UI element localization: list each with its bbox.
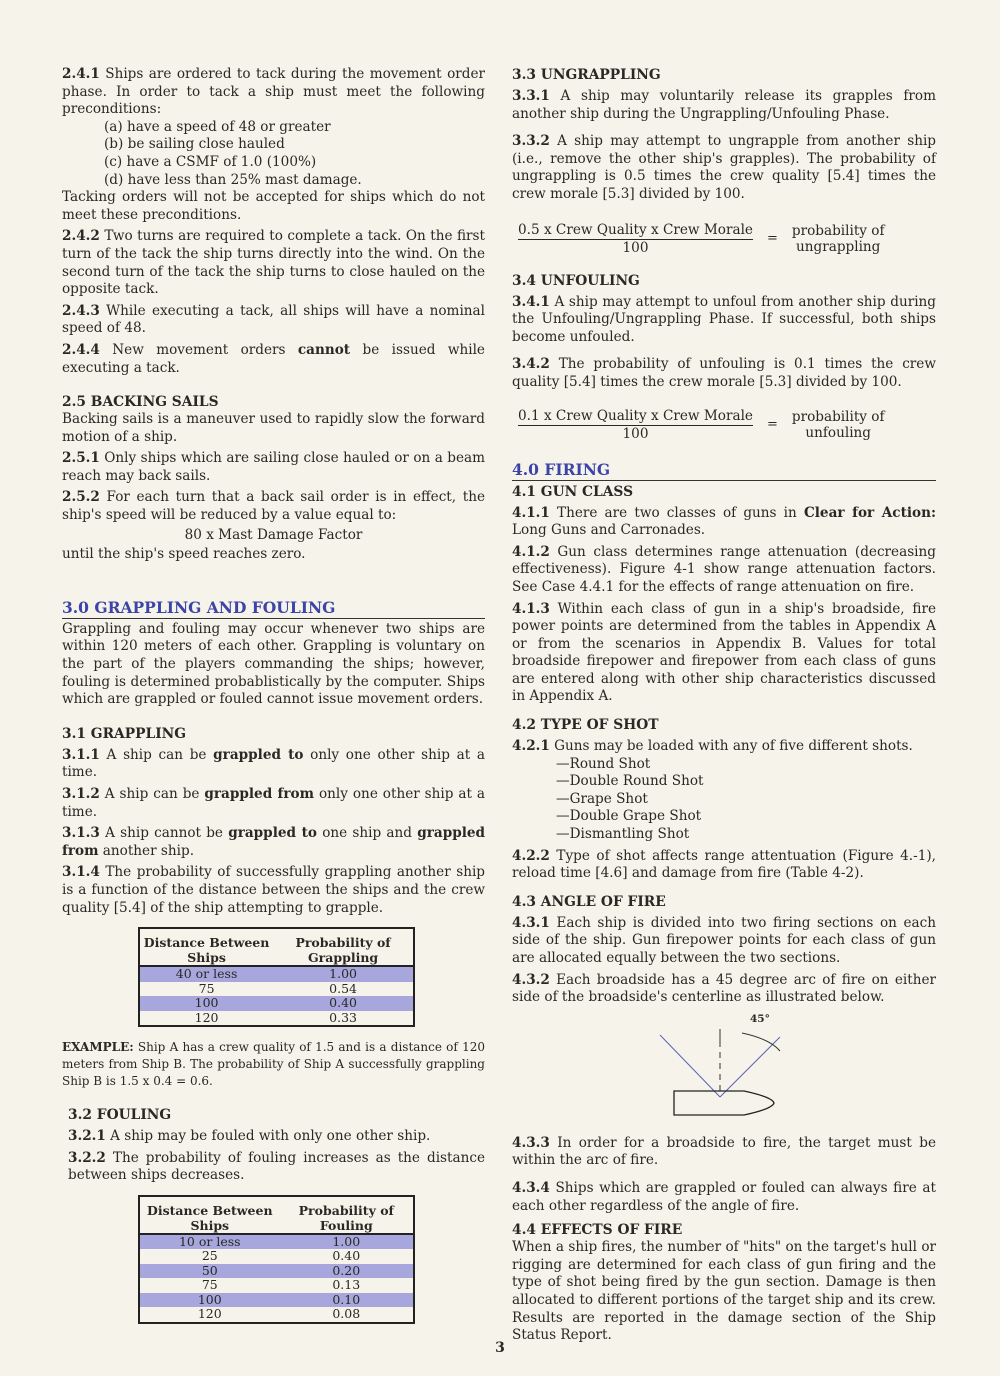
- table-row: [139, 1249, 414, 1264]
- paragraph-4-4: When a ship fires, the number of "hits" on the target's hull or rigging are determined for each class of gun firing and the type of shot being fired by the gun section. Damage is then allocated to different portions of the target ship and its crew. Results are reported in the damage section of the Ship Status Report.: [512, 1239, 936, 1344]
- back-sail-formula: 80 x Mast Damage Factor: [184, 526, 363, 543]
- table-row: [139, 1278, 414, 1293]
- table-header: Distance Between Ships: [139, 928, 273, 966]
- formula-numerator: 0.5 x Crew Quality x Crew Morale: [518, 221, 753, 238]
- table-row: [139, 1011, 414, 1027]
- formula-result-line: probability of: [791, 222, 885, 239]
- unfouling-formula: [518, 408, 936, 442]
- formula-numerator: 0.1 x Crew Quality x Crew Morale: [518, 407, 753, 424]
- formula-result: [792, 223, 885, 255]
- heading-4-2: 4.2 TYPE OF SHOT: [512, 717, 659, 734]
- paragraph-3-3-2: 3.3.2 A ship may attempt to ungrapple from another ship (i.e., remove the other ship's grapples). The probability of ungrappling is 0.5 times the crew quality [5.4] times the crew morale [5.3] divided by 100.: [512, 133, 936, 202]
- grappling-table: [138, 927, 415, 1027]
- table-cell: 50: [139, 1264, 280, 1279]
- list-item: (b) be sailing close hauled: [104, 136, 285, 153]
- example-text: EXAMPLE: Ship A has a crew quality of 1.5 and is a distance of 120 meters from Ship B. The probability of Ship A successfully grappling Ship B is 1.5 x 0.4 = 0.6.: [62, 1040, 485, 1089]
- list-item: —Double Round Shot: [556, 773, 704, 790]
- heading-3-3: 3.3 UNGRAPPLING: [512, 67, 661, 83]
- angle-label: 45°: [750, 1012, 770, 1025]
- paragraph-4-1-3: 4.1.3 Within each class of gun in a ship's broadside, fire power points are determined from the tables in Appendix A or from the scenarios in Appendix B. Values for total broadside firepower and firepower from each class of guns are entered along with other ship characteristics discussed in Appendix A.: [512, 600, 936, 705]
- paragraph-2-4-2: 2.4.2 Two turns are required to complete a tack. On the first turn of the tack the ship turns directly into the wind. On the second turn of the tack the ship turns to close hauled on the opposite tack.: [62, 228, 485, 298]
- paragraph-4-2-1: 4.2.1 Guns may be loaded with any of five different shots.: [512, 738, 913, 755]
- table-cell: 0.08: [332, 1306, 361, 1322]
- table-row: [139, 1264, 414, 1279]
- paragraph-3-2-1: 3.2.1 A ship may be fouled with only one other ship.: [68, 1128, 431, 1145]
- paragraph-3-2-2: 3.2.2 The probability of fouling increases as the distance between ships decreases.: [68, 1149, 485, 1184]
- table-cell: 25: [201, 1248, 218, 1264]
- paragraph-4-3-4: 4.3.4 Ships which are grappled or fouled can always fire at each other regardless of the angle of fire.: [512, 1179, 936, 1214]
- table-cell: 0.33: [329, 1009, 357, 1025]
- formula-result-line: unfouling: [805, 424, 872, 441]
- ungrappling-formula: [518, 222, 936, 256]
- paragraph-2-5: Backing sails is a maneuver used to rapidly slow the forward motion of a ship.: [62, 411, 485, 445]
- heading-3-1: 3.1 GRAPPLING: [62, 725, 187, 742]
- paragraph-4-3-2: 4.3.2 Each broadside has a 45 degree arc of fire on either side of the broadside's centerline as illustrated below.: [512, 971, 936, 1006]
- left-column: [62, 66, 485, 1324]
- table-row: [139, 1234, 414, 1250]
- formula-result-line: probability of: [791, 408, 885, 425]
- formula-fraction: [518, 222, 753, 256]
- table-header: Probability of Fouling: [280, 1196, 414, 1234]
- paragraph-2-5-2: 2.5.2 For each turn that a back sail order is in effect, the ship's speed will be reduced by a value equal to:: [62, 489, 485, 524]
- list-item: —Grape Shot: [556, 790, 648, 807]
- paragraph-3-4-2: 3.4.2 The probability of unfouling is 0.1 times the crew quality [5.4] times the crew morale [5.3] divided by 100.: [512, 356, 936, 390]
- paragraph-3-1-2: 3.1.2 A ship can be grappled from only one other ship at a time.: [62, 786, 486, 820]
- table-cell: 120: [197, 1306, 222, 1322]
- list-item: —Round Shot: [556, 755, 651, 772]
- table-row: [139, 982, 414, 997]
- page-number: 3: [495, 1340, 505, 1356]
- paragraph-3-0: Grappling and fouling may occur whenever two ships are within 120 meters of each other. Grappling is voluntary on the part of the players commanding the ships; however, fouling is determined probablistically by the computer. Ships which are grappled or fouled cannot issue movement orders.: [62, 620, 485, 708]
- heading-3-4: 3.4 UNFOULING: [512, 272, 640, 289]
- table-row: [139, 1307, 414, 1323]
- paragraph-3-1-1: 3.1.1 A ship can be grappled to only one other ship at a time.: [62, 746, 485, 781]
- formula-denominator: 100: [622, 239, 649, 256]
- table-header: Probability of Grappling: [273, 928, 414, 966]
- paragraph-3-1-4: 3.1.4 The probability of successfully grappling another ship is a function of the distance between the ships and the crew quality [5.4] of the ship attempting to grapple.: [62, 864, 485, 916]
- table-cell: 100: [139, 996, 273, 1011]
- table-cell: 40 or less: [139, 966, 273, 982]
- ship-hull-icon: [674, 1091, 774, 1115]
- paragraph-3-4-1: 3.4.1 A ship may attempt to unfoul from another ship during the Unfouling/Ungrappling Phase. If successful, both ships become unfouled.: [512, 293, 936, 345]
- paragraph-2-5-1: 2.5.1 Only ships which are sailing close hauled or on a beam reach may back sails.: [62, 450, 485, 484]
- arc-of-fire-diagram: [512, 1011, 936, 1129]
- paragraph-4-3-3: 4.3.3 In order for a broadside to fire, the target must be within the arc of fire.: [512, 1134, 936, 1169]
- table-header: Distance Between Ships: [139, 1196, 280, 1234]
- table-cell: 120: [194, 1009, 219, 1025]
- paragraph-4-1-2: 4.1.2 Gun class determines range attenuation (decreasing effectiveness). Figure 4-1 show range attenuation factors. See Case 4.4.1 for the effects of range attenuation on fire.: [512, 543, 936, 595]
- list-item: (d) have less than 25% mast damage.: [104, 171, 362, 188]
- table-cell: 0.40: [273, 996, 414, 1011]
- table-row: [139, 1293, 414, 1308]
- heading-4-4: 4.4 EFFECTS OF FIRE: [512, 1222, 683, 1239]
- table-cell: 0.13: [332, 1277, 361, 1293]
- formula-equals: =: [766, 416, 778, 432]
- list-item: —Dismantling Shot: [556, 826, 690, 843]
- right-column: [512, 66, 936, 1345]
- heading-4-1: 4.1 GUN CLASS: [512, 483, 634, 500]
- heading-3-0: 3.0 GRAPPLING AND FOULING: [62, 598, 485, 619]
- shot-list: [556, 756, 936, 844]
- formula-equals: =: [766, 230, 778, 246]
- heading-4-0: 4.0 FIRING: [512, 460, 936, 481]
- table-cell: 100: [139, 1293, 280, 1308]
- formula-fraction: [518, 408, 753, 442]
- paragraph-2-5-2-after: until the ship's speed reaches zero.: [62, 546, 306, 563]
- table-cell: 0.10: [280, 1293, 414, 1308]
- list-item: (a) have a speed of 48 or greater: [104, 118, 331, 135]
- table-cell: 1.00: [280, 1234, 414, 1250]
- heading-4-3: 4.3 ANGLE OF FIRE: [512, 893, 666, 910]
- table-header-row: [139, 928, 414, 966]
- paragraph-2-4-1-after: Tacking orders will not be accepted for ships which do not meet these preconditions.: [62, 189, 485, 223]
- fouling-table: [138, 1195, 415, 1324]
- list-item: —Double Grape Shot: [556, 808, 702, 825]
- formula-result: [792, 409, 885, 441]
- paragraph-2-4-3: 2.4.3 While executing a tack, all ships will have a nominal speed of 48.: [62, 302, 485, 337]
- paragraph-2-4-4: 2.4.4 New movement orders cannot be issued while executing a tack.: [62, 341, 485, 376]
- arc-line-left: [660, 1035, 720, 1097]
- precondition-list: [104, 119, 485, 189]
- table-cell: 0.20: [280, 1264, 414, 1279]
- table-cell: 75: [201, 1277, 218, 1293]
- arc-line-right: [720, 1037, 780, 1097]
- paragraph-4-3-1: 4.3.1 Each ship is divided into two firing sections on each side of the ship. Gun firepower points for each class of gun are allocated equally between the two sections.: [512, 914, 936, 966]
- paragraph-4-1-1: 4.1.1 There are two classes of guns in Clear for Action: Long Guns and Carronades.: [512, 504, 936, 539]
- table-cell: 75: [198, 980, 215, 996]
- table-cell: 10 or less: [139, 1234, 280, 1250]
- paragraph-4-2-2: 4.2.2 Type of shot affects range attentuation (Figure 4.-1), reload time [4.6] and damage from fire (Table 4-2).: [512, 847, 936, 882]
- table-row: [139, 996, 414, 1011]
- table-header-row: [139, 1196, 414, 1234]
- table-cell: 0.54: [329, 980, 357, 996]
- paragraph-3-3-1: 3.3.1 A ship may voluntarily release its grapples from another ship during the Ungrappling/Unfouling Phase.: [512, 88, 936, 122]
- table-row: [139, 966, 414, 982]
- table-cell: 1.00: [273, 966, 414, 982]
- paragraph-2-4-1: 2.4.1 Ships are ordered to tack during the movement order phase. In order to tack a ship must meet the following preconditions:: [62, 66, 485, 118]
- list-item: (c) have a CSMF of 1.0 (100%): [104, 153, 317, 170]
- table-cell: 0.40: [332, 1248, 361, 1264]
- formula-denominator: 100: [622, 425, 649, 442]
- heading-2-5: 2.5 BACKING SAILS: [62, 394, 219, 411]
- formula-result-line: ungrappling: [796, 238, 881, 255]
- heading-3-2: 3.2 FOULING: [68, 1107, 172, 1124]
- arc-of-fire-svg: [512, 1011, 936, 1129]
- paragraph-3-1-3: 3.1.3 A ship cannot be grappled to one ship and grappled from another ship.: [62, 825, 486, 859]
